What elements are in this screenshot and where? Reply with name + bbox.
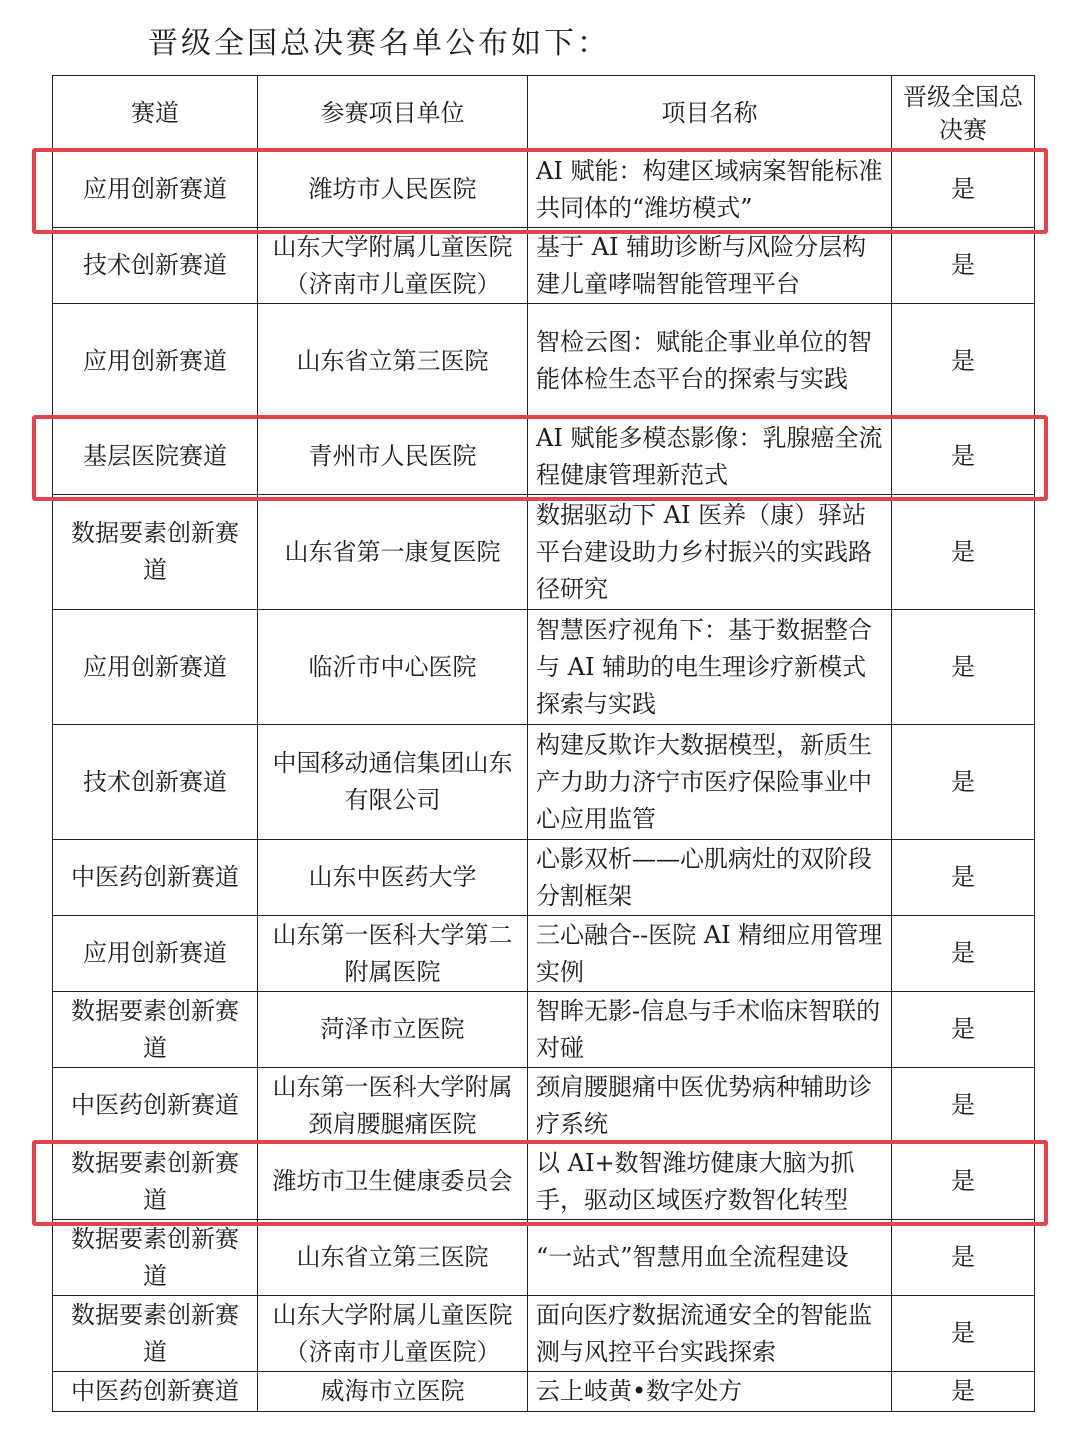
row-project: “一站式”智慧用血全流程建设 bbox=[528, 1220, 892, 1296]
row-unit: 山东第一医科大学第二附属医院 bbox=[258, 916, 528, 992]
row-unit: 菏泽市立医院 bbox=[258, 992, 528, 1068]
table-row bbox=[53, 610, 1035, 725]
row-project: 以 AI+数智潍坊健康大脑为抓手，驱动区域医疗数智化转型 bbox=[528, 1144, 892, 1220]
row-project: 智慧医疗视角下：基于数据整合与 AI 辅助的电生理诊疗新模式探索与实践 bbox=[528, 610, 892, 725]
row-track: 应用创新赛道 bbox=[53, 152, 258, 228]
table-row bbox=[53, 228, 1035, 304]
row-track: 应用创新赛道 bbox=[53, 916, 258, 992]
row-advance: 是 bbox=[892, 419, 1035, 495]
row-advance: 是 bbox=[892, 495, 1035, 610]
table-row bbox=[53, 1068, 1035, 1144]
table-row bbox=[53, 840, 1035, 916]
row-unit: 山东省立第三医院 bbox=[258, 1220, 528, 1296]
row-advance: 是 bbox=[892, 992, 1035, 1068]
row-unit: 潍坊市人民医院 bbox=[258, 152, 528, 228]
row-project: 面向医疗数据流通安全的智能监测与风控平台实践探索 bbox=[528, 1296, 892, 1372]
header-track: 赛道 bbox=[53, 76, 258, 152]
table-header-row bbox=[53, 76, 1035, 152]
row-unit: 山东大学附属儿童医院（济南市儿童医院） bbox=[258, 228, 528, 304]
row-advance: 是 bbox=[892, 725, 1035, 840]
row-project: AI 赋能：构建区域病案智能标准共同体的“潍坊模式” bbox=[528, 152, 892, 228]
row-track: 应用创新赛道 bbox=[53, 304, 258, 419]
row-project: 智检云图：赋能企事业单位的智能体检生态平台的探索与实践 bbox=[528, 304, 892, 419]
page-title: 晋级全国总决赛名单公布如下： bbox=[148, 26, 610, 61]
row-project: 颈肩腰腿痛中医优势病种辅助诊疗系统 bbox=[528, 1068, 892, 1144]
row-unit: 山东中医药大学 bbox=[258, 840, 528, 916]
row-track: 数据要素创新赛道 bbox=[53, 992, 258, 1068]
table-row bbox=[53, 152, 1035, 228]
row-track: 技术创新赛道 bbox=[53, 228, 258, 304]
row-unit: 威海市立医院 bbox=[258, 1372, 528, 1412]
finalist-table bbox=[52, 75, 1035, 1412]
row-project: AI 赋能多模态影像：乳腺癌全流程健康管理新范式 bbox=[528, 419, 892, 495]
table-row bbox=[53, 916, 1035, 992]
row-project: 智眸无影-信息与手术临床智联的对碰 bbox=[528, 992, 892, 1068]
row-advance: 是 bbox=[892, 1372, 1035, 1412]
row-unit: 山东第一医科大学附属颈肩腰腿痛医院 bbox=[258, 1068, 528, 1144]
row-project: 云上岐黄•数字处方 bbox=[528, 1372, 892, 1412]
row-unit: 山东省第一康复医院 bbox=[258, 495, 528, 610]
row-project: 心影双析——心肌病灶的双阶段分割框架 bbox=[528, 840, 892, 916]
header-project: 项目名称 bbox=[528, 76, 892, 152]
row-project: 三心融合--医院 AI 精细应用管理实例 bbox=[528, 916, 892, 992]
table-row bbox=[53, 495, 1035, 610]
row-advance: 是 bbox=[892, 610, 1035, 725]
row-track: 数据要素创新赛道 bbox=[53, 1144, 258, 1220]
row-track: 中医药创新赛道 bbox=[53, 1372, 258, 1412]
row-track: 应用创新赛道 bbox=[53, 610, 258, 725]
row-track: 数据要素创新赛道 bbox=[53, 1296, 258, 1372]
header-advance: 晋级全国总决赛 bbox=[892, 76, 1035, 152]
row-track: 中医药创新赛道 bbox=[53, 840, 258, 916]
table-row bbox=[53, 1372, 1035, 1412]
row-advance: 是 bbox=[892, 304, 1035, 419]
row-track: 基层医院赛道 bbox=[53, 419, 258, 495]
table-row bbox=[53, 1220, 1035, 1296]
row-advance: 是 bbox=[892, 1296, 1035, 1372]
table-row bbox=[53, 1144, 1035, 1220]
row-advance: 是 bbox=[892, 1220, 1035, 1296]
row-project: 数据驱动下 AI 医养（康）驿站平台建设助力乡村振兴的实践路径研究 bbox=[528, 495, 892, 610]
row-unit: 青州市人民医院 bbox=[258, 419, 528, 495]
row-unit: 山东大学附属儿童医院（济南市儿童医院） bbox=[258, 1296, 528, 1372]
row-advance: 是 bbox=[892, 840, 1035, 916]
table-row bbox=[53, 992, 1035, 1068]
table-row bbox=[53, 1296, 1035, 1372]
table-row bbox=[53, 304, 1035, 419]
row-unit: 潍坊市卫生健康委员会 bbox=[258, 1144, 528, 1220]
row-project: 基于 AI 辅助诊断与风险分层构建儿童哮喘智能管理平台 bbox=[528, 228, 892, 304]
row-track: 技术创新赛道 bbox=[53, 725, 258, 840]
row-unit: 临沂市中心医院 bbox=[258, 610, 528, 725]
table-row bbox=[53, 725, 1035, 840]
row-advance: 是 bbox=[892, 1068, 1035, 1144]
table-row bbox=[53, 419, 1035, 495]
row-project: 构建反欺诈大数据模型，新质生产力助力济宁市医疗保险事业中心应用监管 bbox=[528, 725, 892, 840]
row-advance: 是 bbox=[892, 1144, 1035, 1220]
row-track: 数据要素创新赛道 bbox=[53, 495, 258, 610]
row-unit: 山东省立第三医院 bbox=[258, 304, 528, 419]
row-track: 数据要素创新赛道 bbox=[53, 1220, 258, 1296]
row-unit: 中国移动通信集团山东有限公司 bbox=[258, 725, 528, 840]
row-advance: 是 bbox=[892, 916, 1035, 992]
row-advance: 是 bbox=[892, 228, 1035, 304]
header-unit: 参赛项目单位 bbox=[258, 76, 528, 152]
row-advance: 是 bbox=[892, 152, 1035, 228]
row-track: 中医药创新赛道 bbox=[53, 1068, 258, 1144]
